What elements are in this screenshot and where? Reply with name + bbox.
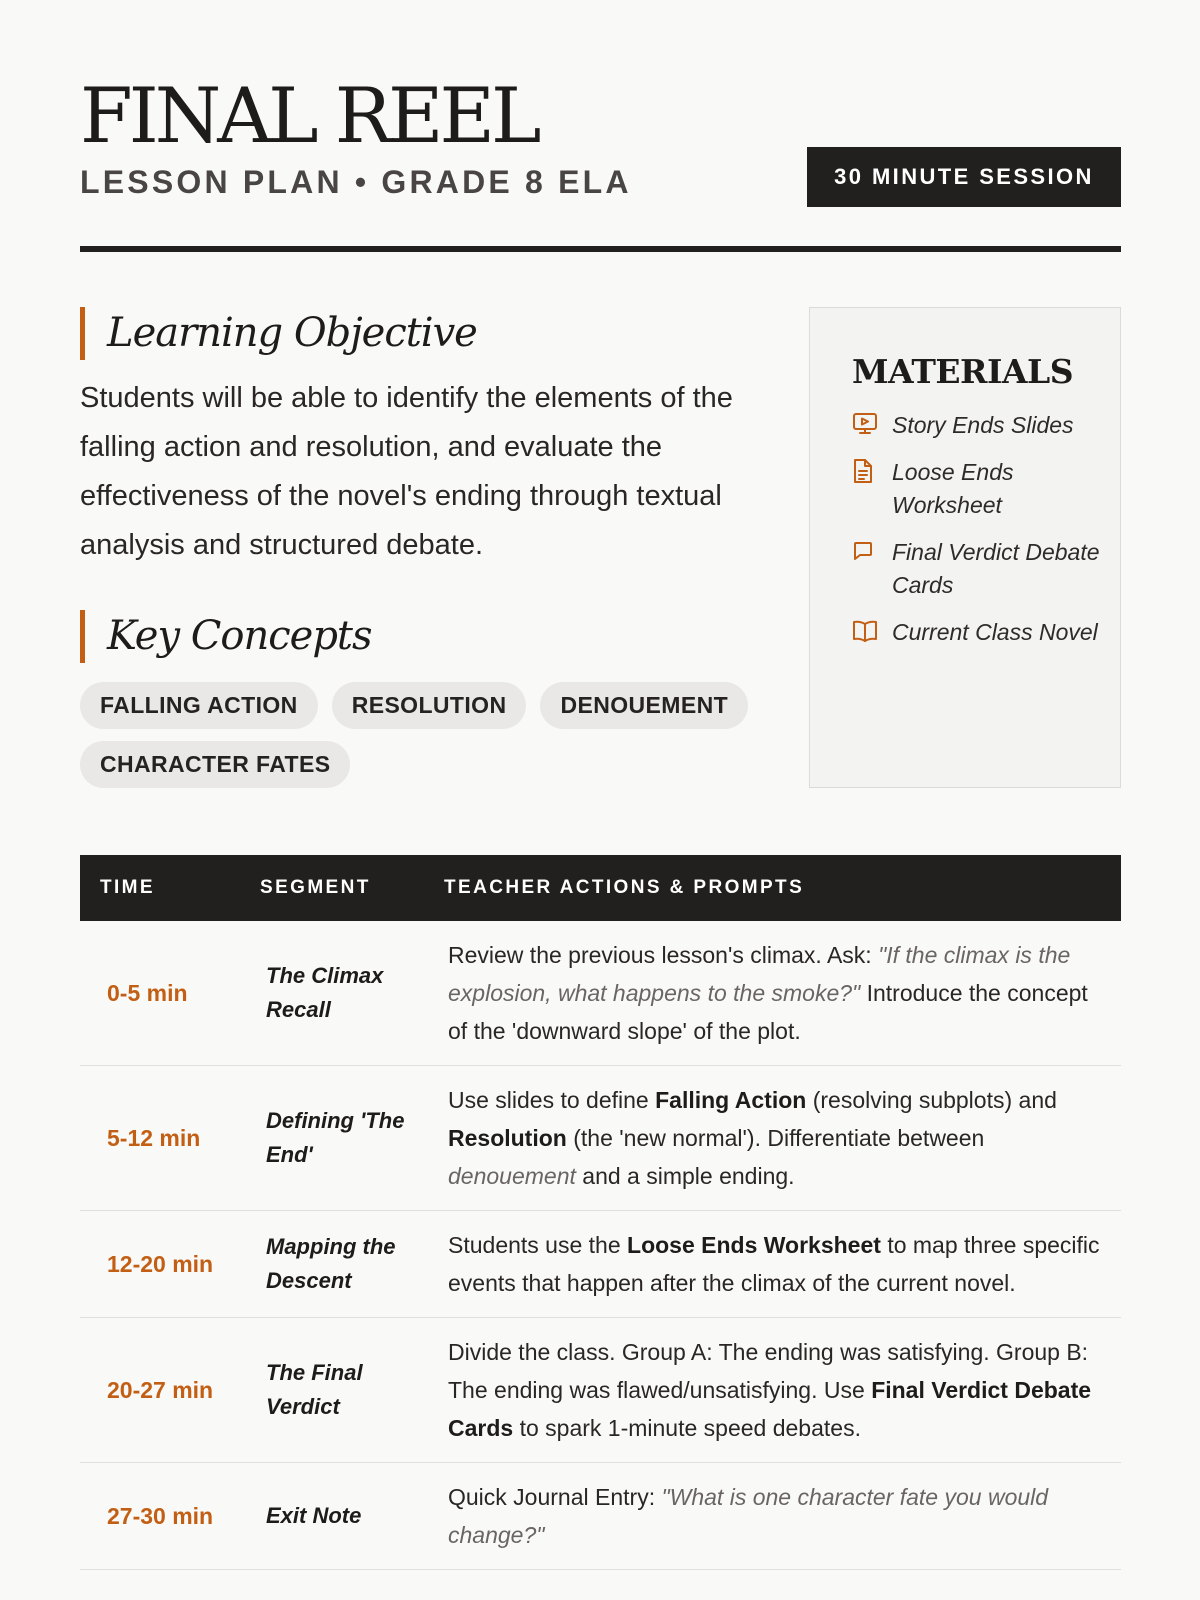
table-row [80, 1211, 1121, 1318]
speech-bubble-icon [852, 536, 878, 566]
book-icon [852, 616, 878, 646]
material-label: Final Verdict Debate Cards [892, 539, 1100, 598]
material-item [852, 409, 1100, 442]
emphasis-text: Resolution [448, 1125, 567, 1151]
page-subtitle: LESSON PLAN • GRADE 8 ELA [80, 164, 632, 200]
material-label: Story Ends Slides [892, 412, 1074, 438]
quote-text: "What is one character fate you would change?" [448, 1484, 1049, 1548]
concept-chip: FALLING ACTION [80, 682, 318, 729]
table-row [80, 1318, 1121, 1463]
action-text: Students use the [448, 1232, 628, 1258]
action-text: Quick Journal Entry: [448, 1484, 662, 1510]
actions-cell [424, 1318, 1121, 1463]
material-item [852, 616, 1100, 649]
key-concepts-list [80, 682, 780, 788]
page-title: FINAL REEL [80, 71, 538, 160]
time-cell: 0-5 min [80, 921, 240, 1066]
header-divider [80, 246, 1121, 252]
concept-chip: DENOUEMENT [540, 682, 748, 729]
materials-list [852, 409, 1100, 649]
concept-chip: RESOLUTION [332, 682, 527, 729]
action-text: (resolving subplots) and [806, 1087, 1057, 1113]
column-header-segment: SEGMENT [240, 855, 424, 921]
emphasis-text: Final Verdict Debate Cards [448, 1377, 1092, 1441]
action-text: to map three specific events that happen after the climax of the current novel. [448, 1232, 1100, 1296]
segment-cell: The Climax Recall [240, 921, 424, 1066]
materials-title: MATERIALS [852, 352, 1074, 391]
column-header-time: TIME [80, 855, 240, 921]
segment-cell: Mapping the Descent [240, 1211, 424, 1318]
table-row [80, 1066, 1121, 1211]
schedule-table [80, 855, 1121, 1570]
segment-cell: The Final Verdict [240, 1318, 424, 1463]
material-label: Loose Ends Worksheet [892, 459, 1014, 518]
material-item [852, 456, 1100, 522]
key-concepts-heading: Key Concepts [80, 610, 372, 663]
action-text: Introduce the concept of the 'downward slope' of the plot. [448, 980, 1088, 1044]
time-cell: 20-27 min [80, 1318, 240, 1463]
quote-text: "If the climax is the explosion, what happens to the smoke?" [448, 942, 1071, 1006]
concept-chip: CHARACTER FATES [80, 741, 350, 788]
segment-cell: Exit Note [240, 1463, 424, 1570]
emphasis-text: Falling Action [655, 1087, 807, 1113]
materials-panel [809, 307, 1121, 788]
actions-cell [424, 1066, 1121, 1211]
column-header-actions: TEACHER ACTIONS & PROMPTS [424, 855, 1121, 921]
material-label: Current Class Novel [892, 619, 1098, 645]
quote-text: denouement [448, 1163, 576, 1189]
action-text: (the 'new normal'). Differentiate between [566, 1125, 985, 1151]
emphasis-text: Loose Ends Worksheet [627, 1232, 881, 1258]
time-cell: 12-20 min [80, 1211, 240, 1318]
slides-icon [852, 409, 878, 439]
actions-cell [424, 1211, 1121, 1318]
action-text: and a simple ending. [575, 1163, 795, 1189]
time-cell: 5-12 min [80, 1066, 240, 1211]
action-text: Use slides to define [448, 1087, 656, 1113]
session-length-badge: 30 MINUTE SESSION [807, 147, 1121, 207]
action-text: Divide the class. Group A: The ending was satisfying. Group B: The ending was flawed/unsatisfying. Use [448, 1339, 1089, 1403]
segment-cell: Defining 'The End' [240, 1066, 424, 1211]
table-row [80, 921, 1121, 1066]
objective-text: Students will be able to identify the elements of the falling action and resolution, and evaluate the effectiveness of the novel's ending through textual analysis and structured debate. [80, 382, 733, 561]
actions-cell [424, 921, 1121, 1066]
objective-heading: Learning Objective [80, 307, 477, 360]
table-row [80, 1463, 1121, 1570]
material-item [852, 536, 1100, 602]
actions-cell [424, 1463, 1121, 1570]
time-cell: 27-30 min [80, 1463, 240, 1570]
schedule-header-row [80, 855, 1121, 921]
action-text: to spark 1-minute speed debates. [513, 1415, 861, 1441]
action-text: Review the previous lesson's climax. Ask: [448, 942, 879, 968]
worksheet-icon [852, 456, 878, 486]
